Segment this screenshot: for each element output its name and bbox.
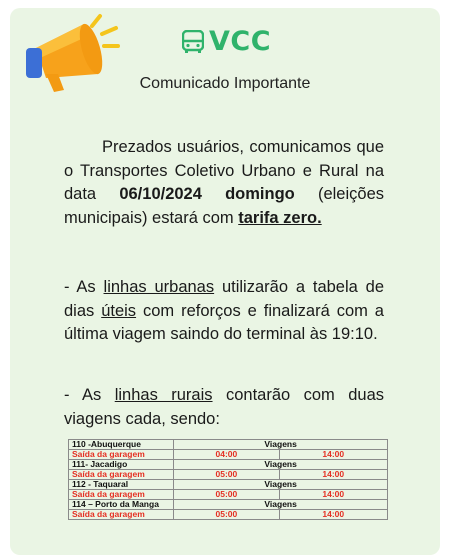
vcc-logo [182,26,271,57]
departure-label: Saída da garagem [69,450,174,460]
departure-time: 05:00 [174,470,279,480]
rural-schedule-table [68,439,388,520]
notice-paragraph-2 [64,276,384,347]
route-name: 112 - Taquaral [69,480,174,490]
table-row [69,510,388,520]
paragraph-text: utilizarão a tabela de dias [64,278,385,320]
notice-card [10,8,440,555]
paragraph-line: viagens cada, sendo: [64,409,220,428]
trips-header: Viagens [174,460,388,470]
paragraph-text: (eleições municipais) estará com [64,185,384,227]
departure-label: Saída da garagem [69,510,174,520]
trips-header: Viagens [174,500,388,510]
paragraph-text: - As [64,386,115,404]
trips-header: Viagens [174,480,388,490]
notice-paragraph-3 [64,384,384,431]
paragraph-text: Prezados usuários, comunicamos que o Transportes Coletivo Urbano e Rural na data [64,138,384,203]
notice-paragraph-1 [64,136,384,230]
table-row [69,440,388,450]
departure-time: 05:00 [174,490,279,500]
table-row [69,490,388,500]
table-row [69,480,388,490]
table-row [69,450,388,460]
departure-time: 05:00 [174,510,279,520]
rural-lines-text: linhas rurais [114,386,213,404]
departure-label: Saída da garagem [69,470,174,480]
route-name: 114 – Porto da Manga [69,500,174,510]
trips-header: Viagens [174,440,388,450]
table-row [69,460,388,470]
urban-lines-text: linhas urbanas [103,278,215,296]
paragraph-line [64,384,384,408]
paragraph-text: contarão com duas [212,386,384,404]
route-name: 111- Jacadigo [69,460,174,470]
departure-time: 14:00 [279,450,387,460]
notice-heading: Comunicado Importante [139,75,311,92]
departure-time: 04:00 [174,450,279,460]
paragraph-text: com reforços e finalizará com a última viagem saindo do terminal às 19:10. [64,301,384,343]
election-date: 06/10/2024 domingo [119,185,295,203]
route-name: 110 -Abuquerque [69,440,174,450]
free-fare-text: tarifa zero. [238,208,322,227]
paragraph-text: - As [64,278,104,296]
departure-time: 14:00 [279,510,387,520]
departure-time: 14:00 [279,490,387,500]
logo-text: VCC [209,26,272,57]
table-row [69,470,388,480]
departure-label: Saída da garagem [69,490,174,500]
departure-time: 14:00 [279,470,387,480]
table-row [69,500,388,510]
bus-icon [182,30,204,54]
weekdays-text: úteis [101,301,137,320]
